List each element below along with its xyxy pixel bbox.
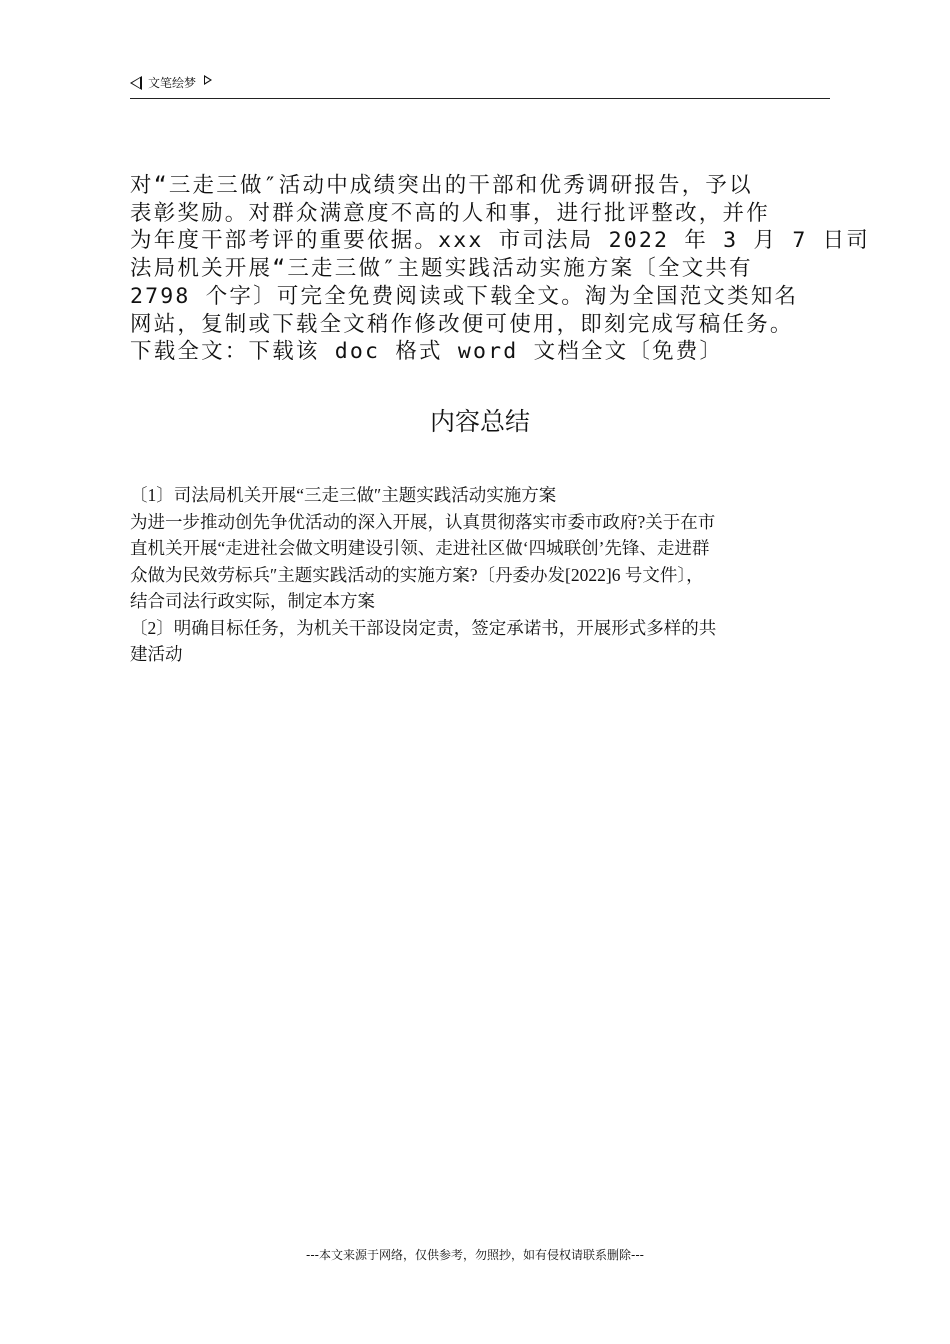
page-header [130, 74, 830, 99]
header-brand [130, 74, 212, 91]
summary-line: 结合司法行政实际，制定本方案 [130, 591, 375, 611]
summary-line: 建活动 [130, 644, 183, 664]
paragraph-line: 2798 个字〕可完全免费阅读或下载全文。淘为全国范文类知名 [130, 283, 799, 309]
paragraph-line: 为年度干部考评的重要依据。xxx 市司法局 2022 年 3 月 7 日司 [130, 228, 871, 254]
paragraph-line: 对“三走三做″活动中成绩突出的干部和优秀调研报告，予以 [130, 173, 753, 198]
summary-line: 直机关开展“走进社会做文明建设引领、走进社区做‘四城联创’先锋、走进群 [130, 538, 710, 558]
download-line: 下载全文：下载该 doc 格式 word 文档全文〔免费〕 [130, 339, 724, 365]
summary-body [130, 482, 830, 668]
page-footer: ---本文来源于网络，仅供参考，勿照抄，如有侵权请联系删除--- [306, 1248, 644, 1262]
summary-heading: 内容总结 [429, 407, 530, 436]
paragraph-line: 表彰奖励。对群众满意度不高的人和事，进行批评整改，并作 [130, 200, 770, 226]
summary-line: 为进一步推动创先争优活动的深入开展，认真贯彻落实市委市政府?关于在市 [130, 511, 716, 532]
main-paragraph [130, 172, 871, 366]
summary-line: 〔1〕司法局机关开展“三走三做″主题实践活动实施方案 [130, 485, 557, 505]
summary-line: 众做为民效劳标兵″主题实践活动的实施方案?〔丹委办发[2022]6 号文件〕， [130, 564, 704, 585]
header-title: 文笔绘梦 [148, 76, 197, 90]
paragraph-line: 法局机关开展“三走三做″主题实践活动实施方案〔全文共有 [130, 256, 753, 282]
triangle-right-icon [204, 75, 212, 85]
triangle-left-icon [130, 76, 142, 90]
paragraph-line: 网站，复制或下载全文稍作修改便可使用，即刻完成写稿任务。 [130, 311, 794, 337]
summary-line: 〔2〕明确目标任务，为机关干部设岗定责，签定承诺书，开展形式多样的共 [130, 617, 717, 638]
